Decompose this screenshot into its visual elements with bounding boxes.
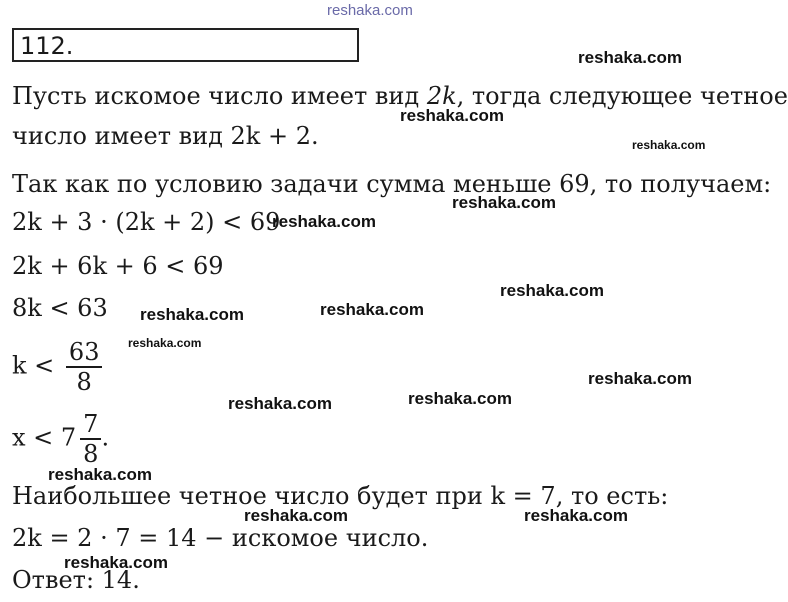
equation-4: k < $\frac{63}{8}$ — [12, 338, 102, 396]
watermark-top: reshaka.com — [327, 2, 413, 19]
answer-line: Ответ: 14. — [12, 566, 140, 594]
watermark: reshaka.com — [244, 506, 348, 525]
watermark: reshaka.com — [228, 394, 332, 413]
equation-2: 2k + 6k + 6 < 69 — [12, 252, 224, 280]
watermark: reshaka.com — [452, 193, 556, 212]
equation-1: 2k + 3 · (2k + 2) < 69 — [12, 208, 281, 236]
watermark: reshaka.com — [320, 300, 424, 319]
watermark: reshaka.com — [524, 506, 628, 525]
watermark: reshaka.com — [128, 336, 202, 350]
watermark: reshaka.com — [632, 138, 706, 152]
text-line-4: Наибольшее четное число будет при k = 7, то есть: — [12, 482, 669, 510]
watermark: reshaka.com — [588, 369, 692, 388]
math-k-equals-7: k = 7 — [490, 482, 556, 510]
watermark: reshaka.com — [64, 553, 168, 572]
fraction-63-8: $\frac{63}{8}$ — [66, 338, 103, 396]
math-2k: 2k — [426, 82, 457, 110]
task-number: 112. — [20, 32, 74, 60]
watermark: reshaka.com — [140, 305, 244, 324]
watermark: reshaka.com — [500, 281, 604, 300]
task-header-box — [12, 28, 359, 62]
watermark: reshaka.com — [408, 389, 512, 408]
equation-5: x < 7 $\frac{7}{8}$ . — [12, 410, 110, 468]
math-2k-plus-2: 2k + 2. — [230, 122, 319, 150]
text-line-3: Так как по условию задачи сумма меньше 69, то получаем: — [12, 170, 772, 198]
text-line-5: 2k = 2 · 7 = 14 − искомое число. — [12, 524, 429, 552]
text-line-2: число имеет вид 2k + 2. — [12, 122, 319, 150]
text-line-1: Пусть искомое число имеет вид 2k, тогда следующее четное — [12, 82, 788, 110]
fraction-7-8: $\frac{7}{8}$ — [80, 410, 101, 468]
watermark: reshaka.com — [400, 106, 504, 125]
watermark: reshaka.com — [48, 465, 152, 484]
equation-3: 8k < 63 — [12, 294, 108, 322]
watermark: reshaka.com — [578, 48, 682, 67]
watermark: reshaka.com — [272, 212, 376, 231]
